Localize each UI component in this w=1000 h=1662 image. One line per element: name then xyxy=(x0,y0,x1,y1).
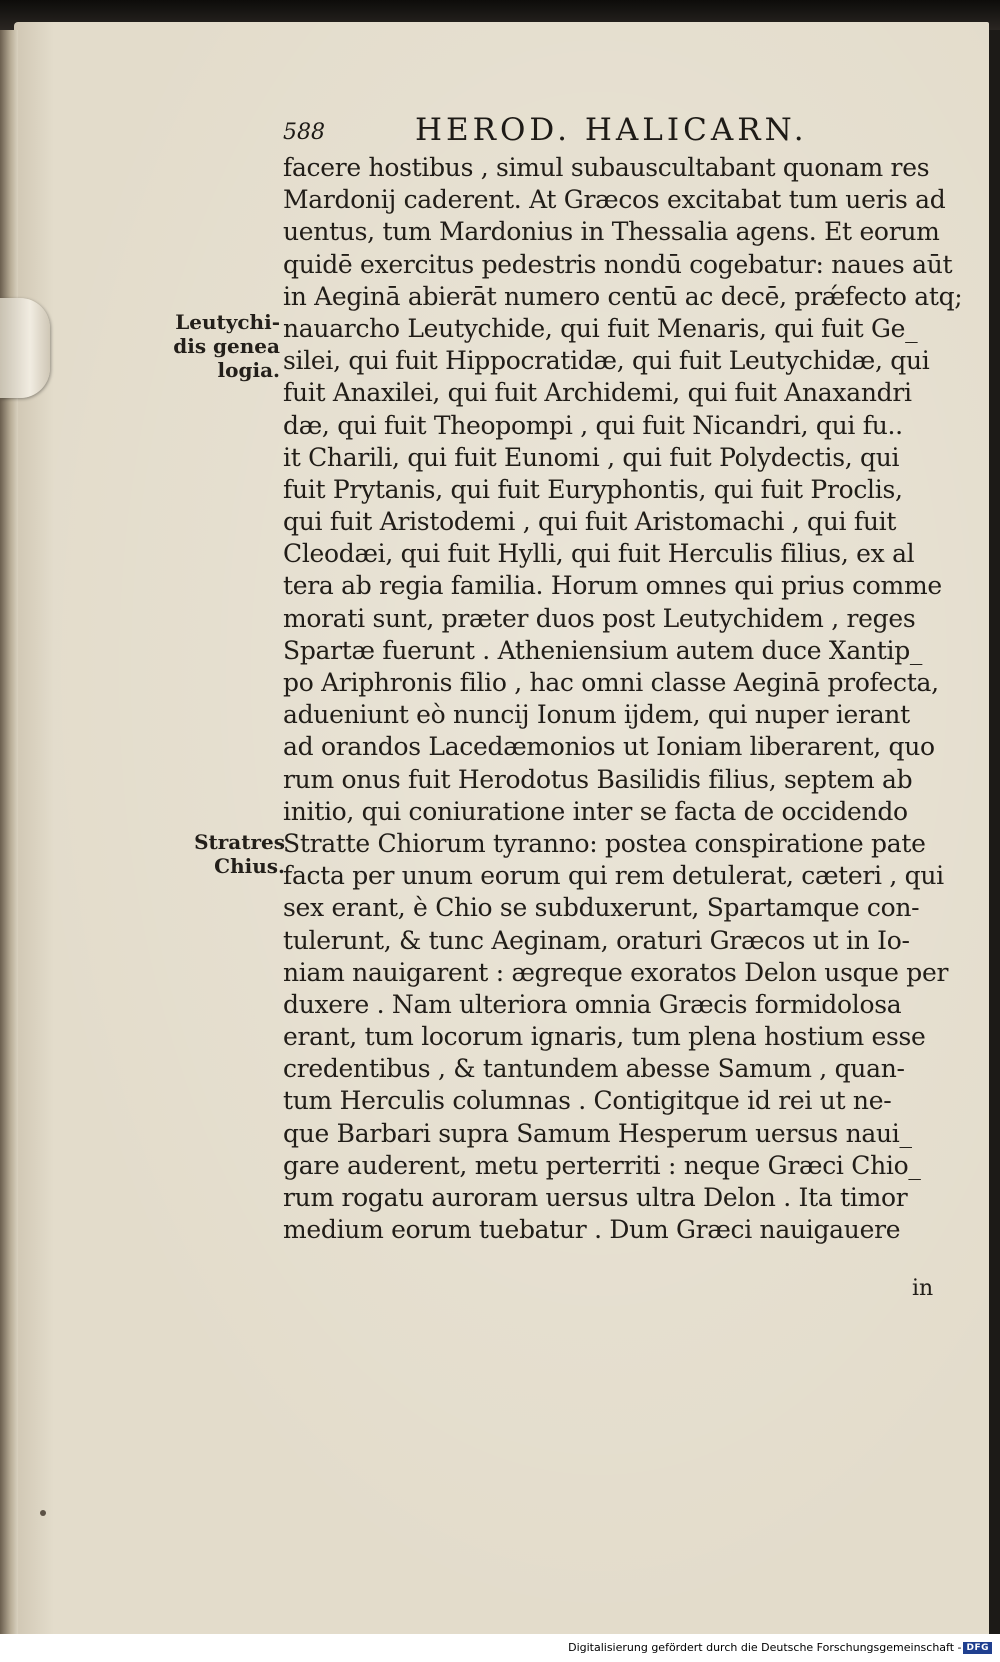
text-line: Spartæ fuerunt . Atheniensium autem duce Xantip_ xyxy=(283,635,923,665)
credit-text: Digitalisierung gefördert durch die Deutsche Forschungsgemeinschaft - xyxy=(568,1641,962,1654)
text-line: que Barbari supra Samum Hesperum uersus naui_ xyxy=(283,1118,912,1148)
text-line: silei, qui fuit Hippocratidæ, qui fuit Leutychidæ, qui xyxy=(283,346,930,376)
catchword: in xyxy=(912,1276,934,1301)
margin-note-line: logia. xyxy=(217,358,280,382)
text-line: Mardonij caderent. At Græcos excitabat tum ueris ad xyxy=(283,185,946,215)
footer-strip xyxy=(0,1634,1000,1662)
text-line: sex erant, è Chio se subduxerunt, Spartamque con- xyxy=(283,893,920,923)
text-line: fuit Anaxilei, qui fuit Archidemi, qui fuit Anaxandri xyxy=(283,378,912,408)
text-line: tum Herculis columnas . Contigitque id rei ut ne- xyxy=(283,1086,892,1116)
margin-note-stratres xyxy=(180,830,285,878)
text-line: Cleodæi, qui fuit Hylli, qui fuit Herculis filius, ex al xyxy=(283,539,915,569)
text-line: ad orandos Lacedæmonios ut Ioniam liberarent, quo xyxy=(283,732,935,762)
text-line: facere hostibus , simul subauscultabant quonam res xyxy=(283,153,930,182)
page-fold-edge xyxy=(0,30,18,1640)
text-line: duxere . Nam ulteriora omnia Græcis formidolosa xyxy=(283,989,902,1019)
text-line: medium eorum tuebatur . Dum Græci nauigauere xyxy=(283,1215,901,1245)
text-line: credentibus , & tantundem abesse Samum , quan- xyxy=(283,1054,905,1084)
margin-note-line: Chius. xyxy=(214,854,285,878)
text-line: Stratte Chiorum tyranno: postea conspiratione pate xyxy=(283,828,926,858)
running-head-title: HEROD. HALICARN. xyxy=(415,112,808,148)
page-clip xyxy=(0,298,50,398)
text-line: facta per unum eorum qui rem detulerat, cæteri , qui xyxy=(283,861,944,891)
text-line: tulerunt, & tunc Aeginam, oraturi Græcos ut in Io- xyxy=(283,925,910,955)
text-line: niam nauigarent : ægreque exoratos Delon usque per xyxy=(283,957,949,987)
text-line: fuit Prytanis, qui fuit Euryphontis, qui fuit Proclis, xyxy=(283,474,903,504)
text-line: in Aeginā abierāt numero centū ac decē, prǽfecto atq; xyxy=(283,281,963,311)
text-line: gare auderent, metu perterriti : neque Græci Chio_ xyxy=(283,1150,921,1180)
margin-note-line: Stratres xyxy=(194,830,285,854)
text-line: rum rogatu auroram uersus ultra Delon . Ita timor xyxy=(283,1183,908,1212)
digitization-credit xyxy=(568,1641,992,1654)
text-line: quidē exercitus pedestris nondū cogebatur: naues aūt xyxy=(283,249,953,279)
text-line: adueniunt eò nuncij Ionum ijdem, qui nuper ierant xyxy=(283,700,910,730)
text-line: uentus, tum Mardonius in Thessalia agens. Et eorum xyxy=(283,217,940,247)
text-line: morati sunt, præter duos post Leutychidem , reges xyxy=(283,603,916,633)
margin-note-leutychidis xyxy=(160,310,280,382)
text-line: qui fuit Aristodemi , qui fuit Aristomachi , qui fuit xyxy=(283,507,897,537)
dfg-logo: DFG xyxy=(963,1642,992,1654)
margin-note-line: dis genea xyxy=(173,334,280,358)
text-line: rum onus fuit Herodotus Basilidis filius, septem ab xyxy=(283,764,913,794)
margin-note-line: Leutychi- xyxy=(175,310,280,334)
ink-spot xyxy=(40,1510,46,1516)
running-head xyxy=(283,112,843,152)
text-line: nauarcho Leutychide, qui fuit Menaris, qui fuit Ge_ xyxy=(283,313,918,343)
body-text xyxy=(283,152,963,1246)
text-line: tera ab regia familia. Horum omnes qui prius comme xyxy=(283,571,942,601)
text-line: erant, tum locorum ignaris, tum plena hostium esse xyxy=(283,1022,926,1052)
text-line: initio, qui coniuratione inter se facta de occidendo xyxy=(283,796,908,826)
text-line: dæ, qui fuit Theopompi , qui fuit Nicandri, qui fu.. xyxy=(283,410,903,440)
text-line: it Charili, qui fuit Eunomi , qui fuit Polydectis, qui xyxy=(283,442,900,472)
page-number: 588 xyxy=(283,120,325,145)
text-line: po Ariphronis filio , hac omni classe Aeginā profecta, xyxy=(283,668,939,697)
